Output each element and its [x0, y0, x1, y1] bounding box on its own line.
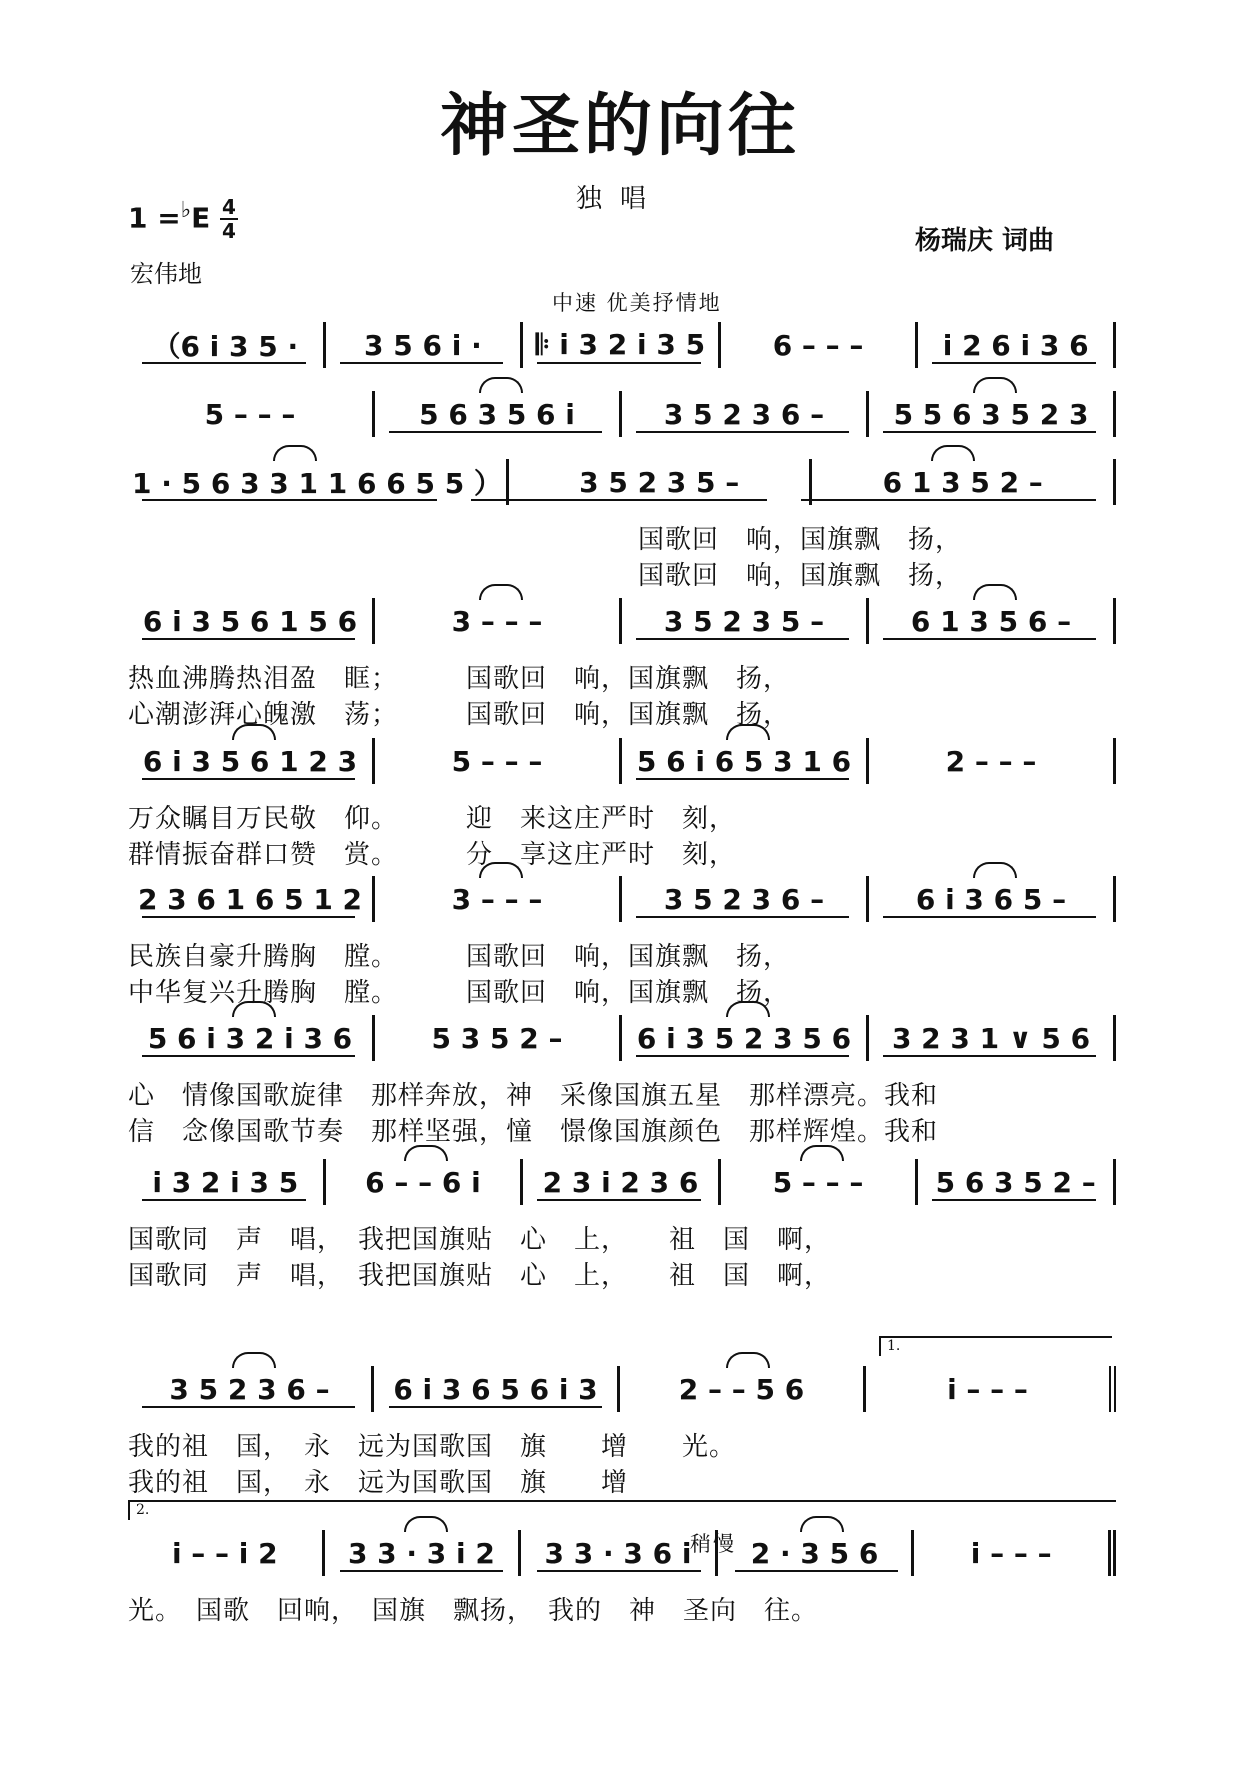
composer-credit: 杨瑞庆 词曲 [915, 226, 1055, 256]
tempo-mark: 中速 优美抒情地 [552, 291, 722, 315]
key-signature [128, 198, 210, 234]
lyric-line: 光。 国歌 回响， 国旗 飘扬， 我的 神 圣向 往。 [128, 1596, 819, 1626]
flat-sign: ♭ [180, 198, 192, 223]
slur-mark [726, 1001, 770, 1017]
beam-line [636, 916, 849, 918]
measure: i – – – [914, 1530, 1116, 1576]
music-system [128, 1159, 1116, 1309]
slur-mark [232, 724, 276, 740]
measure: 5 – – – [721, 1159, 919, 1205]
beam-line [883, 1055, 1096, 1057]
measure: 2 3 6 1 6 5 1 2 [128, 876, 375, 922]
beam-line [883, 916, 1096, 918]
lyric-line: 热血沸腾热泪盈 眶； 国歌回 响，国旗飘 扬， [128, 664, 791, 694]
beam-line [883, 431, 1096, 433]
lyric-line: 心潮澎湃心魄激 荡； 国歌回 响，国旗飘 扬， [128, 700, 791, 730]
lyric-line: 民族自豪升腾胸 膛。 国歌回 响，国旗飘 扬， [128, 942, 791, 972]
lyric-line: 万众瞩目万民敬 仰。 迎 来这庄严时 刻， [128, 804, 737, 834]
measure: 2 3 i 2 3 6 [523, 1159, 721, 1205]
beam-line [142, 499, 437, 501]
beam-line [537, 1570, 701, 1572]
lyric-line: 我的祖 国， 永 远为国歌国 旗 增 [128, 1468, 629, 1498]
beam-line [636, 778, 849, 780]
music-system [128, 459, 1116, 609]
measure: 5 3 5 2 – [375, 1015, 622, 1061]
beam-line [883, 638, 1096, 640]
measure: 3 – – – [375, 598, 622, 644]
measure: 6 1 3 5 6 – [869, 598, 1116, 644]
measure: 3 – – – [375, 876, 622, 922]
measure: 𝄆 i 3 2 i 3 5 [523, 322, 721, 368]
slur-mark [973, 584, 1017, 600]
music-system [128, 1338, 1116, 1516]
measure: 2 – – 5 6 [620, 1366, 866, 1412]
beam-line [735, 1570, 899, 1572]
beam-line [932, 362, 1096, 364]
beam-line [142, 362, 306, 364]
measure: 6 – – 6 i [326, 1159, 524, 1205]
song-subtitle: 独唱 [575, 184, 664, 214]
lyric-line: 群情振奋群口赞 赏。 分 享这庄严时 刻， [128, 840, 737, 870]
time-bottom: 4 [222, 219, 236, 243]
slur-mark [973, 377, 1017, 393]
music-system [128, 598, 1116, 748]
measure: 2 – – – [869, 738, 1116, 784]
beam-line [142, 916, 355, 918]
measure: i 3 2 i 3 5 [128, 1159, 326, 1205]
slur-mark [726, 1352, 770, 1368]
measure: 5 6 3 5 2 – [918, 1159, 1116, 1205]
beam-line [340, 362, 504, 364]
measure: i 2 6 i 3 6 [918, 322, 1116, 368]
measure: 6 i 3 5 6 1 2 3 [128, 738, 375, 784]
lyric-line: 我的祖 国， 永 远为国歌国 旗 增 光。 [128, 1432, 737, 1462]
key-note: E [191, 201, 211, 235]
time-top: 4 [222, 195, 236, 219]
lyric-line: 信 念像国歌节奏 那样坚强，憧 憬像国旗颜色 那样辉煌。我和 [128, 1117, 939, 1147]
measure: 6 1 3 5 2 – [812, 459, 1116, 505]
beam-line [801, 499, 1096, 501]
measure: 5 – – – [128, 391, 375, 437]
slur-mark [232, 1001, 276, 1017]
music-system [128, 738, 1116, 888]
slur-mark [479, 584, 523, 600]
expression-mark: 宏伟地 [130, 260, 202, 288]
volta-bracket: 1. [879, 1336, 1112, 1356]
beam-line [142, 1055, 355, 1057]
slur-mark [973, 862, 1017, 878]
measure: 3 3 · 3 6 i [521, 1530, 718, 1576]
lyric-line: 中华复兴升腾胸 膛。 国歌回 响，国旗飘 扬， [128, 978, 791, 1008]
key-label: 1 = [128, 201, 181, 235]
measure: 3 5 2 3 5 – [509, 459, 813, 505]
music-system [128, 1502, 1116, 1680]
volta-bracket: 2. [128, 1500, 1116, 1520]
lyric-line: 国歌回 响，国旗飘 扬， [638, 561, 963, 591]
beam-line [471, 499, 766, 501]
song-title: 神圣的向往 [439, 87, 800, 166]
beam-line [636, 1055, 849, 1057]
beam-line [340, 1570, 504, 1572]
measure: 3 2 3 1 ∨ 5 6 [869, 1015, 1116, 1061]
slur-mark [404, 1145, 448, 1161]
measure: 6 i 3 6 5 – [869, 876, 1116, 922]
music-system [128, 876, 1116, 1026]
measure: 3 5 2 3 6 – [622, 391, 869, 437]
measure: 5 5 6 3 5 2 3 [869, 391, 1116, 437]
beam-line [142, 1199, 306, 1201]
slur-mark [800, 1145, 844, 1161]
measure: 5 6 3 5 6 i [375, 391, 622, 437]
lyric-line: 心 情像国歌旋律 那样奔放，神 采像国旗五星 那样漂亮。我和 [128, 1081, 939, 1111]
tempo-change-mark: 稍慢 [690, 1532, 736, 1556]
slur-mark [232, 1352, 276, 1368]
time-signature [220, 196, 238, 242]
measure: 2 · 3 5 6 [718, 1530, 915, 1576]
beam-line [142, 638, 355, 640]
beam-line [636, 431, 849, 433]
measure: 5 6 i 3 2 i 3 6 [128, 1015, 375, 1061]
slur-mark [931, 445, 975, 461]
beam-line [537, 362, 701, 364]
measure: 6 i 3 5 6 1 5 6 [128, 598, 375, 644]
measure: 3 5 2 3 6 – [622, 876, 869, 922]
lyric-line: 国歌回 响，国旗飘 扬， [638, 525, 963, 555]
slur-mark [479, 377, 523, 393]
beam-line [537, 1199, 701, 1201]
beam-line [636, 638, 849, 640]
measure: （6 i 3 5 · [128, 322, 326, 368]
lyric-line: 国歌同 声 唱， 我把国旗贴 心 上， 祖 国 啊， [128, 1225, 832, 1255]
beam-line [932, 1199, 1096, 1201]
beam-line [389, 431, 602, 433]
measure: 3 5 2 3 6 – [128, 1366, 374, 1412]
music-system [128, 1015, 1116, 1165]
measure: 5 6 i 6 5 3 1 6 [622, 738, 869, 784]
beam-line [142, 778, 355, 780]
beam-line [142, 1406, 355, 1408]
measure: 3 3 · 3 i 2 [325, 1530, 522, 1576]
measure: 3 5 6 i · [326, 322, 524, 368]
measure: 6 i 3 5 2 3 5 6 [622, 1015, 869, 1061]
measure: i – – – [866, 1366, 1116, 1412]
measure: 5 – – – [375, 738, 622, 784]
measure: 6 – – – [721, 322, 919, 368]
slur-mark [479, 862, 523, 878]
slur-mark [273, 445, 317, 461]
measure: i – – i 2 [128, 1530, 325, 1576]
lyric-line: 国歌同 声 唱， 我把国旗贴 心 上， 祖 国 啊， [128, 1261, 832, 1291]
measure: 3 5 2 3 5 – [622, 598, 869, 644]
beam-line [389, 1406, 602, 1408]
slur-mark [726, 724, 770, 740]
measure: 6 i 3 6 5 6 i 3 [374, 1366, 620, 1412]
measure: 1 · 5 6 3 3 1 1 6 6 5 5 ） [128, 459, 509, 505]
